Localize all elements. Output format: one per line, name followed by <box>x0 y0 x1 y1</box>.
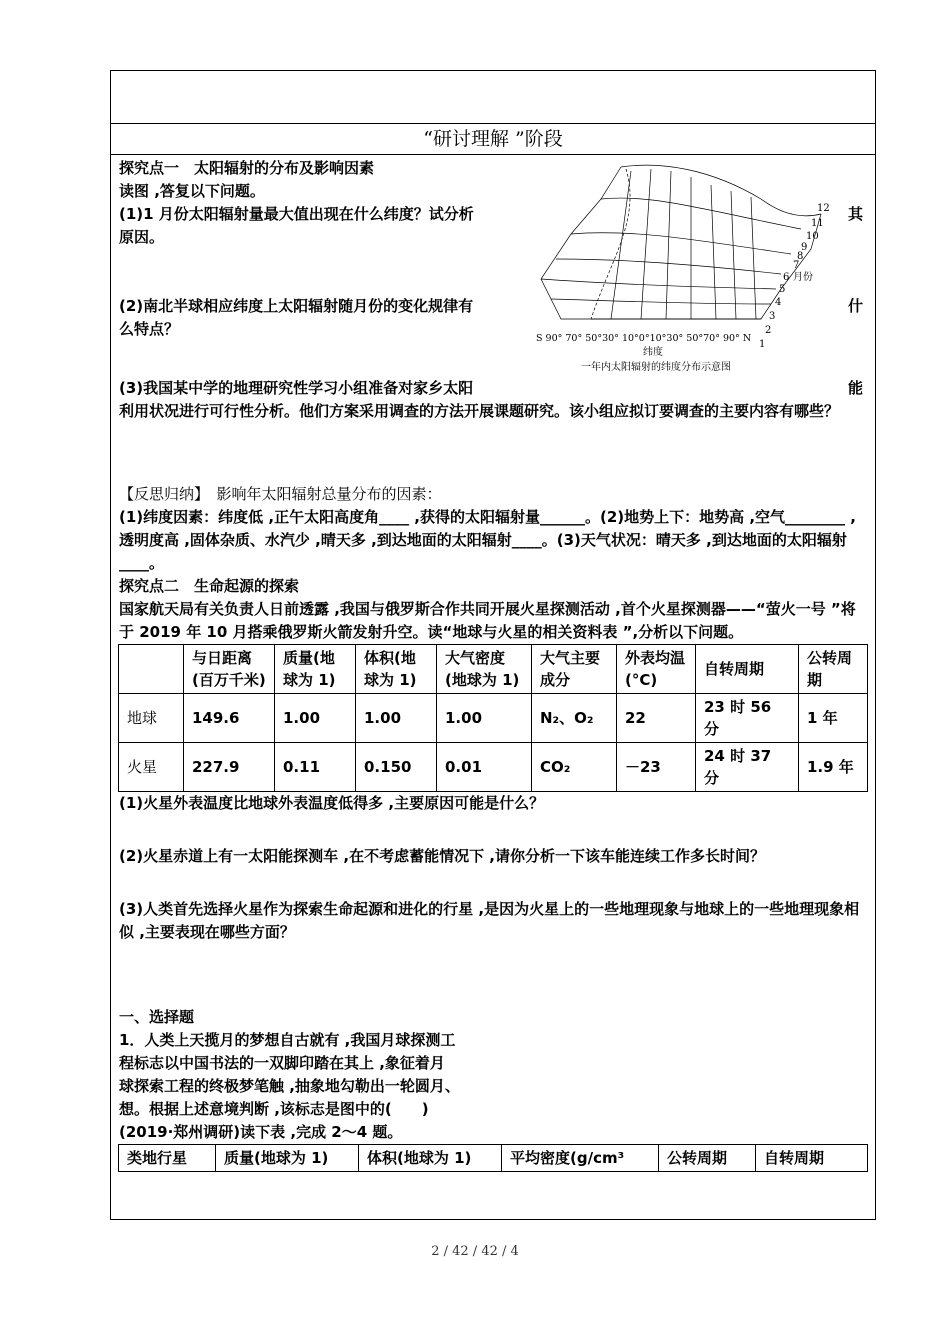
section1-q1-tail: 其 <box>847 205 863 223</box>
table-header-cell: 外表均温(°C) <box>617 645 696 694</box>
table-cell: 23 时 56 分 <box>696 694 799 743</box>
table-header-cell: 自转周期 <box>696 645 799 694</box>
table-cell: 0.01 <box>437 743 532 792</box>
table-header-cell: 公转周期 <box>659 1145 756 1172</box>
section1-q2-text: (2)南北半球相应纬度上太阳辐射随月份的变化规律有 <box>119 297 474 315</box>
section1-q2-line1 <box>119 295 867 318</box>
table-header-cell: 大气密度(地球为 1) <box>437 645 532 694</box>
planet-name: 火星 <box>119 743 184 792</box>
table-header-cell: 平均密度(g/cm³ <box>502 1145 659 1172</box>
section1-heading: 探究点一 太阳辐射的分布及影响因素 <box>119 159 375 177</box>
month-tick-10: 10 <box>806 231 819 242</box>
table-header-row <box>119 645 868 694</box>
reflection-heading: 【反思归纳】 影响年太阳辐射总量分布的因素： <box>119 485 442 503</box>
choice-q2-intro: (2019·郑州调研)读下表 ,完成 2～4 题。 <box>119 1123 403 1141</box>
section2-q1: (1)火星外表温度比地球外表温度低得多 ,主要原因可能是什么？ <box>119 794 545 812</box>
choice-heading: 一、选择题 <box>119 1008 195 1026</box>
table-cell: N₂、O₂ <box>532 694 617 743</box>
section1-q1-line1 <box>119 203 867 226</box>
table-header-cell: 大气主要成分 <box>532 645 617 694</box>
table-cell: 227.9 <box>184 743 275 792</box>
month-tick-1: 1 <box>759 339 766 350</box>
month-tick-5: 5 <box>779 284 786 295</box>
choice-q1-line2: 程标志以中国书法的一双脚印踏在其上 ,象征着月 <box>119 1054 445 1072</box>
month-tick-6: 6 <box>783 272 790 283</box>
table-header-cell <box>119 645 184 694</box>
table-header-cell: 类地行星 <box>119 1145 216 1172</box>
planet-name: 地球 <box>119 694 184 743</box>
table-cell: 149.6 <box>184 694 275 743</box>
table-header-cell: 与日距离(百万千米) <box>184 645 275 694</box>
section1-q1-line2: 原因。 <box>119 228 165 246</box>
reflection-text: (1)纬度因素：纬度低 ,正午太阳高度角____ ,获得的太阳辐射量______。(2)地势上下：地势高 ,空气________ ,透明度高 ,固体杂质、水汽少 ,晴天多 ,到达地面的太阳辐射____。(3)天气状况：晴天多 ,到达地面的太阳辐射____。 <box>119 508 856 572</box>
month-tick-12: 12 <box>817 203 830 214</box>
month-axis-label: 月份 <box>793 272 813 283</box>
table-header-row <box>119 1145 868 1172</box>
figure-caption: 一年内太阳辐射的纬度分布示意图 <box>581 362 731 373</box>
table-cell: 1.00 <box>275 694 356 743</box>
table-header-cell: 体积(地球为 1) <box>356 645 437 694</box>
content-area <box>111 155 875 1172</box>
latitude-axis-ticks: S 90° 70° 50°30° 10°0°10°30° 50°70° 90° N <box>536 333 752 344</box>
section1-q3-line1 <box>119 377 867 400</box>
month-tick-11: 11 <box>811 218 824 229</box>
table-cell: 1 年 <box>799 694 868 743</box>
choice-q1-line1: 1．人类上天揽月的梦想自古就有 ,我国月球探测工 <box>119 1031 456 1049</box>
section1-q2-line2: 么特点？ <box>119 320 180 338</box>
month-tick-8: 8 <box>797 251 804 262</box>
table-header-cell: 自转周期 <box>756 1145 868 1172</box>
table-cell: 1.00 <box>437 694 532 743</box>
section2-q3: (3)人类首先选择火星作为探索生命起源和进化的行星 ,是因为火星上的一些地理现象与地球上的一些地理现象相似 ,主要表现在哪些方面？ <box>119 900 860 941</box>
earth-mars-table <box>118 644 868 792</box>
month-tick-2: 2 <box>765 325 772 336</box>
section2-heading: 探究点二 生命起源的探索 <box>119 577 300 595</box>
choice-q1-line4: 想。根据上述意境判断 ,该标志是图中的( ) <box>119 1100 429 1118</box>
stage-title: “研讨理解 ”阶段 <box>111 124 875 155</box>
table-cell: 24 时 37 分 <box>696 743 799 792</box>
month-tick-4: 4 <box>775 297 782 308</box>
latitude-axis-label: 纬度 <box>643 347 663 358</box>
table-row <box>119 743 868 792</box>
month-tick-3: 3 <box>769 311 776 322</box>
table-cell: 1.00 <box>356 694 437 743</box>
section2-intro: 国家航天局有关负责人日前透露 ,我国与俄罗斯合作共同开展火星探测活动 ,首个火星探测器——“萤火一号 ”将于 2019 年 10 月搭乘俄罗斯火箭发射升空。读“地球与火星的相关资料表 ”,分析以下问题。 <box>119 600 856 641</box>
section1-q1-text: (1)1 月份太阳辐射量最大值出现在什么纬度？试分析 <box>119 205 474 223</box>
terrestrial-planet-table <box>118 1144 868 1172</box>
table-cell: －23 <box>617 743 696 792</box>
table-cell: 22 <box>617 694 696 743</box>
table-cell: CO₂ <box>532 743 617 792</box>
worksheet-frame <box>110 70 876 1220</box>
section2-q2: (2)火星赤道上有一太阳能探测车 ,在不考虑蓄能情况下 ,请你分析一下该车能连续工作多长时间？ <box>119 847 765 865</box>
blank-header-row <box>111 71 875 124</box>
month-tick-7: 7 <box>793 260 800 271</box>
month-tick-9: 9 <box>801 242 808 253</box>
solar-radiation-figure <box>531 159 861 374</box>
choice-q1-line3: 球探索工程的终极梦笔触 ,抽象地勾勒出一轮圆月、 <box>119 1077 460 1095</box>
section1-intro: 读图 ,答复以下问题。 <box>119 182 265 200</box>
section1-q3-text: (3)我国某中学的地理研究性学习小组准备对家乡太阳 <box>119 379 474 397</box>
table-cell: 0.11 <box>275 743 356 792</box>
page-footer: 2 / 42 / 42 / 4 <box>431 1244 519 1259</box>
table-header-cell: 体积(地球为 1) <box>359 1145 502 1172</box>
table-cell: 1.9 年 <box>799 743 868 792</box>
section1-q3-rest: 利用状况进行可行性分析。他们方案采用调查的方法开展课题研究。该小组应拟订要调查的主要内容有哪些？ <box>119 402 840 420</box>
table-row <box>119 694 868 743</box>
section1-q2-tail: 什 <box>847 297 863 315</box>
table-cell: 0.150 <box>356 743 437 792</box>
table-header-cell: 公转周期 <box>799 645 868 694</box>
table-header-cell: 质量(地球为 1) <box>216 1145 359 1172</box>
section1-q3-tail: 能 <box>847 379 863 397</box>
table-header-cell: 质量(地球为 1) <box>275 645 356 694</box>
